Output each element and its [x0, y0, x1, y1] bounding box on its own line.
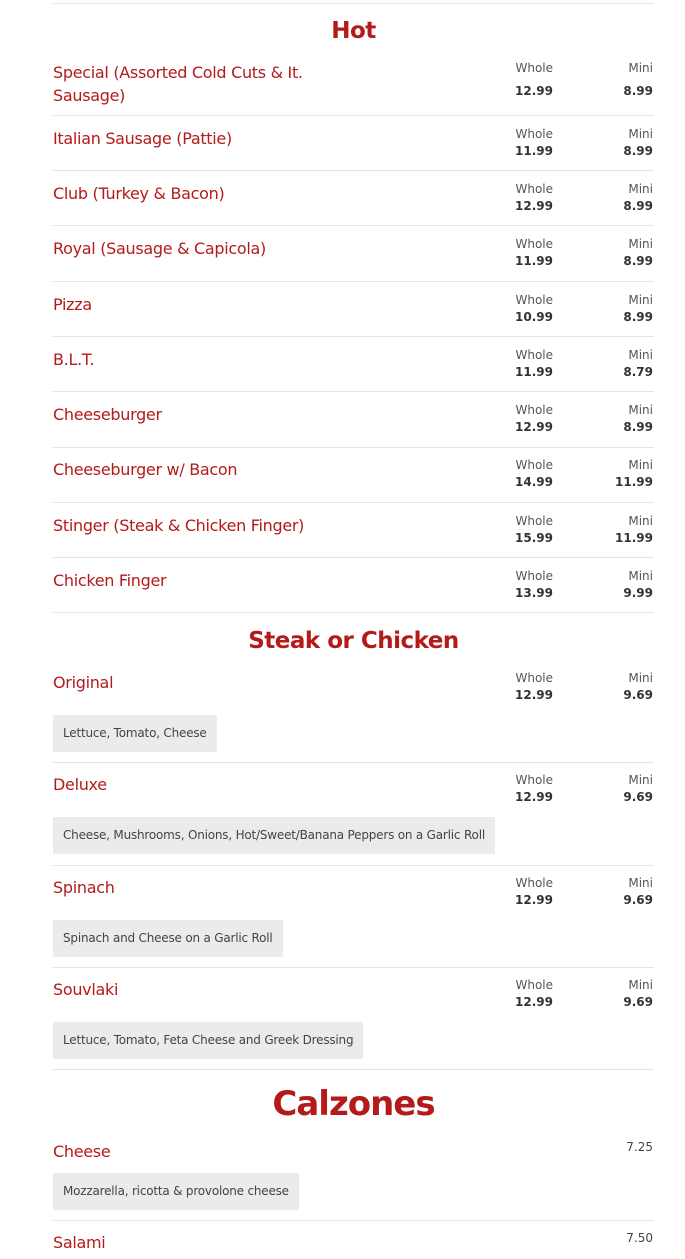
- item-name: Souvlaki: [53, 980, 119, 999]
- item-divider: [53, 557, 654, 558]
- mini-price: [573, 569, 653, 600]
- mini-label: Mini: [628, 514, 653, 528]
- whole-price: [473, 876, 553, 907]
- item-name: Cheeseburger w/ Bacon: [53, 460, 238, 479]
- mini-value: 8.79: [623, 365, 653, 379]
- whole-value: 15.99: [515, 531, 553, 545]
- whole-price: [473, 182, 553, 213]
- whole-label: Whole: [515, 569, 553, 583]
- whole-value: 12.99: [515, 995, 553, 1009]
- mini-label: Mini: [628, 773, 653, 787]
- whole-price: [473, 61, 553, 98]
- item-divider: [53, 225, 654, 226]
- whole-label: Whole: [515, 182, 553, 196]
- mini-value: 11.99: [615, 531, 653, 545]
- item-name: Special (Assorted Cold Cuts & It. Sausage): [53, 63, 303, 105]
- mini-price: [573, 978, 653, 1009]
- mini-price: [573, 182, 653, 213]
- whole-value: 11.99: [515, 365, 553, 379]
- item-divider: [53, 281, 654, 282]
- whole-label: Whole: [515, 403, 553, 417]
- section-title-steak-or-chicken: Steak or Chicken: [248, 628, 459, 654]
- item-name: Original: [53, 673, 114, 692]
- whole-price: [473, 237, 553, 268]
- whole-price: [473, 127, 553, 158]
- section-title-calzones: Calzones: [272, 1084, 435, 1124]
- mini-value: 9.69: [623, 995, 653, 1009]
- whole-value: 12.99: [515, 199, 553, 213]
- whole-value: 12.99: [515, 688, 553, 702]
- item-divider: [53, 391, 654, 392]
- mini-price: [573, 127, 653, 158]
- item-description: Lettuce, Tomato, Cheese: [53, 715, 217, 752]
- mini-value: 8.99: [623, 199, 653, 213]
- item-name: B.L.T.: [53, 350, 95, 369]
- whole-value: 12.99: [515, 893, 553, 907]
- item-name: Chicken Finger: [53, 571, 167, 590]
- whole-price: [473, 773, 553, 804]
- item-price: 7.25: [626, 1140, 653, 1154]
- item-divider: [53, 762, 654, 763]
- whole-price: [473, 293, 553, 324]
- mini-label: Mini: [628, 458, 653, 472]
- whole-value: 14.99: [515, 475, 553, 489]
- item-name: Cheese: [53, 1142, 111, 1161]
- item-name: Club (Turkey & Bacon): [53, 184, 225, 203]
- whole-price: [473, 671, 553, 702]
- mini-price: [573, 773, 653, 804]
- mini-label: Mini: [628, 671, 653, 685]
- item-name: Italian Sausage (Pattie): [53, 129, 232, 148]
- mini-price: [573, 671, 653, 702]
- item-divider: [53, 115, 654, 116]
- item-divider: [53, 502, 654, 503]
- mini-value: 9.69: [623, 790, 653, 804]
- whole-label: Whole: [515, 514, 553, 528]
- item-divider: [53, 865, 654, 866]
- item-description: Cheese, Mushrooms, Onions, Hot/Sweet/Banana Peppers on a Garlic Roll: [53, 817, 495, 854]
- item-name: Spinach: [53, 878, 115, 897]
- item-divider: [53, 170, 654, 171]
- item-divider: [53, 336, 654, 337]
- mini-label: Mini: [628, 569, 653, 583]
- whole-price: [473, 458, 553, 489]
- whole-price: [473, 348, 553, 379]
- mini-value: 8.99: [623, 310, 653, 324]
- mini-value: 8.99: [623, 144, 653, 158]
- mini-price: [573, 348, 653, 379]
- mini-label: Mini: [628, 127, 653, 141]
- mini-value: 9.99: [623, 586, 653, 600]
- item-divider: [53, 612, 654, 613]
- mini-value: 8.99: [623, 420, 653, 434]
- whole-price: [473, 514, 553, 545]
- mini-value: 9.69: [623, 688, 653, 702]
- item-name: Salami: [53, 1233, 106, 1252]
- whole-value: 13.99: [515, 586, 553, 600]
- item-divider: [53, 1069, 654, 1070]
- whole-value: 12.99: [515, 790, 553, 804]
- mini-price: [573, 237, 653, 268]
- item-description: Lettuce, Tomato, Feta Cheese and Greek Dressing: [53, 1022, 363, 1059]
- section-title-hot: Hot: [331, 18, 376, 44]
- whole-value: 12.99: [515, 84, 553, 98]
- mini-value: 9.69: [623, 893, 653, 907]
- whole-label: Whole: [515, 671, 553, 685]
- mini-label: Mini: [628, 293, 653, 307]
- item-description: Spinach and Cheese on a Garlic Roll: [53, 920, 283, 957]
- mini-label: Mini: [628, 978, 653, 992]
- mini-price: [573, 458, 653, 489]
- whole-price: [473, 403, 553, 434]
- whole-label: Whole: [515, 293, 553, 307]
- mini-label: Mini: [628, 403, 653, 417]
- mini-price: [573, 61, 653, 98]
- mini-value: 8.99: [623, 254, 653, 268]
- item-name: Royal (Sausage & Capicola): [53, 239, 266, 258]
- whole-label: Whole: [515, 348, 553, 362]
- whole-price: [473, 569, 553, 600]
- item-name: Cheeseburger: [53, 405, 162, 424]
- top-divider: [53, 3, 654, 4]
- whole-value: 11.99: [515, 254, 553, 268]
- mini-price: [573, 293, 653, 324]
- mini-label: Mini: [628, 61, 653, 75]
- item-divider: [53, 967, 654, 968]
- mini-label: Mini: [628, 876, 653, 890]
- mini-value: 11.99: [615, 475, 653, 489]
- whole-label: Whole: [515, 61, 553, 75]
- item-divider: [53, 447, 654, 448]
- whole-price: [473, 978, 553, 1009]
- item-name: Deluxe: [53, 775, 107, 794]
- mini-price: [573, 876, 653, 907]
- mini-label: Mini: [628, 348, 653, 362]
- whole-value: 11.99: [515, 144, 553, 158]
- whole-label: Whole: [515, 237, 553, 251]
- whole-label: Whole: [515, 458, 553, 472]
- whole-value: 12.99: [515, 420, 553, 434]
- mini-label: Mini: [628, 182, 653, 196]
- whole-label: Whole: [515, 978, 553, 992]
- whole-value: 10.99: [515, 310, 553, 324]
- mini-value: 8.99: [623, 84, 653, 98]
- mini-price: [573, 403, 653, 434]
- item-divider: [53, 1220, 654, 1221]
- mini-label: Mini: [628, 237, 653, 251]
- mini-price: [573, 514, 653, 545]
- whole-label: Whole: [515, 773, 553, 787]
- whole-label: Whole: [515, 876, 553, 890]
- item-name: Stinger (Steak & Chicken Finger): [53, 516, 305, 535]
- item-description: Mozzarella, ricotta & provolone cheese: [53, 1173, 299, 1210]
- item-price: 7.50: [626, 1231, 653, 1245]
- item-name: Pizza: [53, 295, 92, 314]
- whole-label: Whole: [515, 127, 553, 141]
